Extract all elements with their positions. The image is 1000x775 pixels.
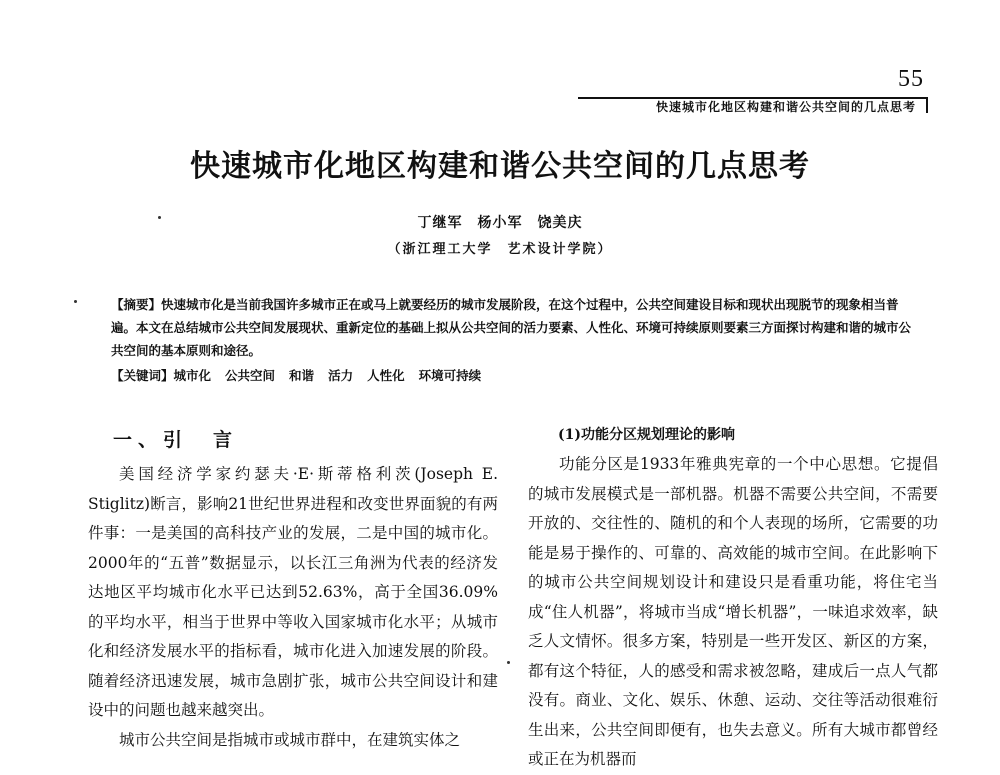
scan-speck xyxy=(74,300,77,303)
section-heading-introduction: 一、引 言 xyxy=(113,429,239,451)
left-column xyxy=(88,420,498,755)
abstract-text: 快速城市化是当前我国许多城市正在或马上就要经历的城市发展阶段，在这个过程中，公共空间建设目标和现状出现脱节的现象相当普遍。本文在总结城市公共空间发展现状、重新定位的基础上拟从公共空间的活力要素、人性化、环境可持续原则要素三方面探讨构建和谐的城市公共空间的基本原则和途径。 xyxy=(111,297,912,358)
scan-speck xyxy=(507,661,510,664)
keyword: 环境可持续 xyxy=(418,368,482,383)
article-title: 快速城市化地区构建和谐公共空间的几点思考 xyxy=(190,149,810,184)
keyword: 活力 xyxy=(328,368,354,383)
subsection-heading: (1)功能分区规划理论的影响 xyxy=(558,427,735,443)
body-paragraph: 美国经济学家约瑟夫·E·斯蒂格利茨(Joseph E. Stiglitz)断言，影响21世纪世界进程和改变世界面貌的有两件事：一是美国的高科技产业的发展，二是中国的城市化。2000年的“五普”数据显示，以长江三角洲为代表的经济发达地区平均城市化水平已达到52.63%，高于全国36.09%的平均水平，相当于世界中等收入国家城市化水平；从城市化和经济发展水平的指标看，城市化进入加速发展的阶段。随着经济迅速发展，城市急剧扩张，城市公共空间设计和建设中的问题也越来越突出。 xyxy=(88,465,498,719)
keyword: 人性化 xyxy=(367,368,405,383)
keyword: 和谐 xyxy=(289,368,315,383)
abstract-label: 【摘要】 xyxy=(111,297,162,312)
body-paragraph: 功能分区是1933年雅典宪章的一个中心思想。它提倡的城市发展模式是一部机器。机器不需要公共空间，不需要开放的、交往性的、随机的和个人表现的场所，它需要的功能是易于操作的、可靠的、高效能的城市空间。在此影响下的城市公共空间规划设计和建设只是看重功能，将住宅当成“住人机器”，将城市当成“增长机器”，一味追求效率，缺乏人文情怀。很多方案，特别是一些开发区、新区的方案，都有这个特征，人的感受和需求被忽略，建成后一点人气都没有。商业、文化、娱乐、休憩、运动、交往等活动很难衍生出来，公共空间即便有，也失去意义。所有大城市都曾经或正在为机器而 xyxy=(528,455,938,768)
running-header: 快速城市化地区构建和谐公共空间的几点思考 xyxy=(578,97,928,113)
keyword: 城市化 xyxy=(173,368,212,383)
keywords xyxy=(111,364,911,387)
article-affiliation: （浙江理工大学 艺术设计学院） xyxy=(387,242,613,257)
abstract xyxy=(111,293,911,362)
article-authors: 丁继军 杨小军 饶美庆 xyxy=(417,215,583,231)
keywords-label: 【关键词】 xyxy=(111,368,174,383)
scan-speck xyxy=(158,216,161,219)
keyword: 公共空间 xyxy=(225,368,276,383)
right-column xyxy=(528,420,938,775)
body-paragraph: 城市公共空间是指城市或城市群中，在建筑实体之 xyxy=(119,730,461,749)
page-number: 55 xyxy=(898,66,924,92)
